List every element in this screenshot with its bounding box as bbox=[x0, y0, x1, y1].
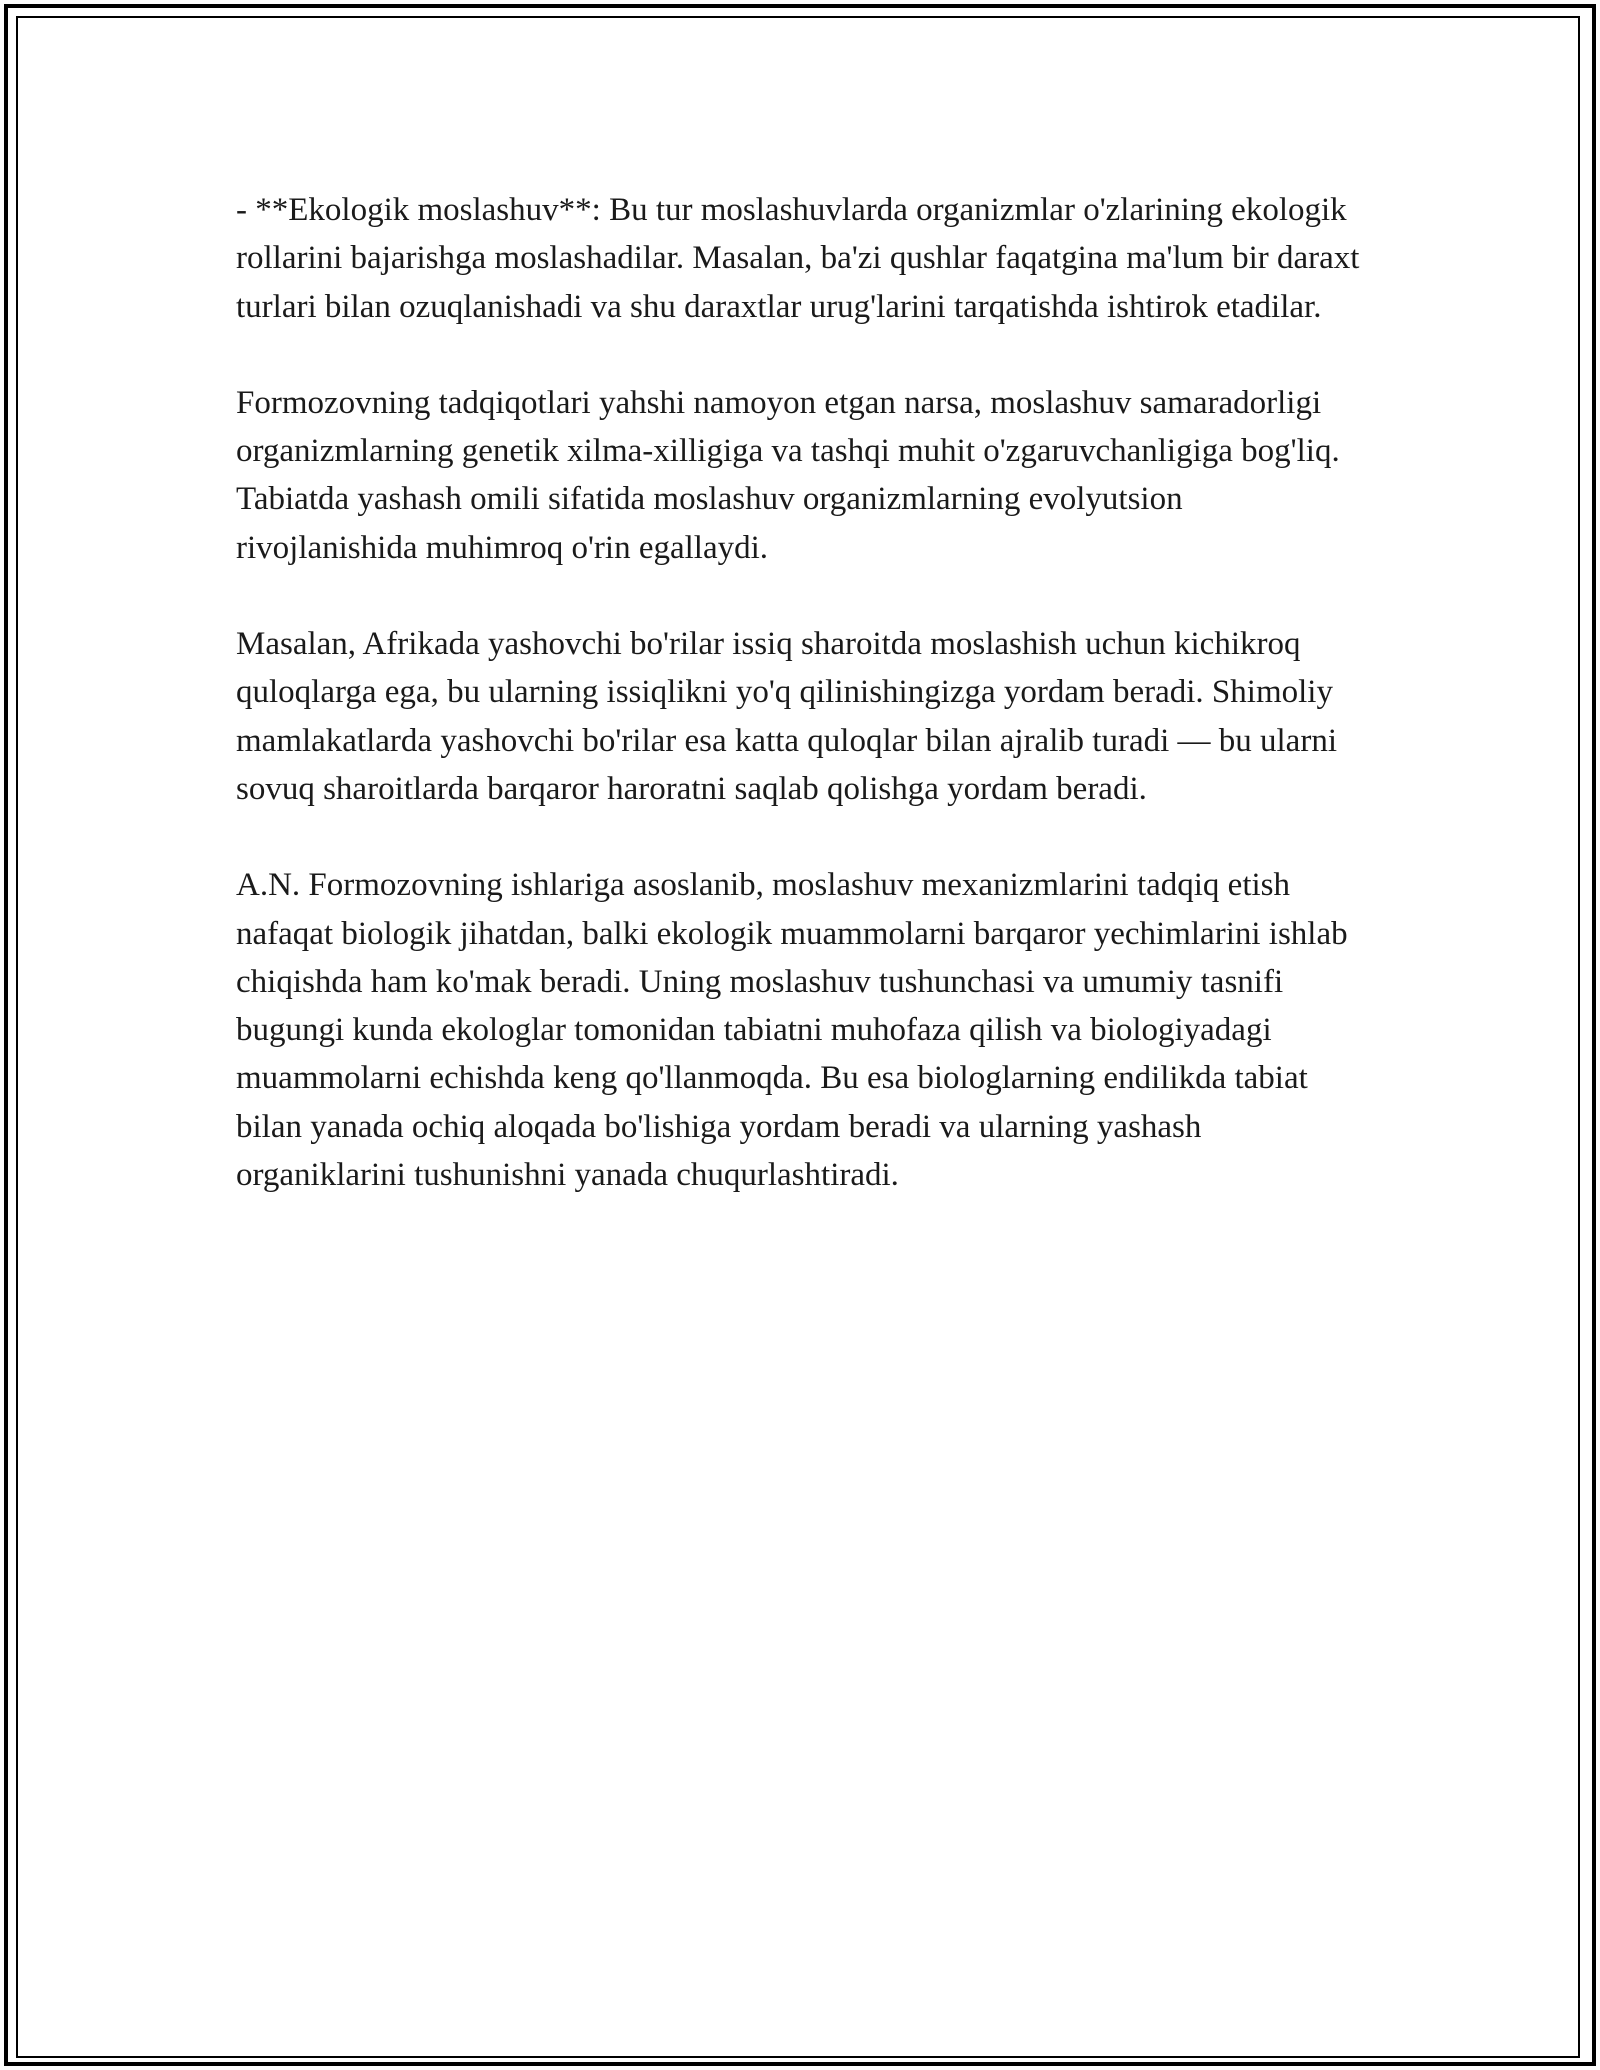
paragraph-wolves-example: Masalan, Afrikada yashovchi bo'rilar issiq sharoitda moslashish uchun kichikroq quloqlarga ega, bu ularning issiqlikni yo'q qilinishingizga yordam beradi. Shimoliy mamlakatlarda yashovchi bo'rilar esa katta quloqlar bilan ajralib turadi — bu ularni sovuq sharoitlarda barqaror haroratni saqlab qolishga yordam beradi. bbox=[236, 626, 1337, 807]
paragraph-conclusion: A.N. Formozovning ishlariga asoslanib, moslashuv mexanizmlarini tadqiq etish nafaqat biologik jihatdan, balki ekologik muammolarni barqaror yechimlarini ishlab chiqishda ham ko'mak beradi. Uning moslashuv tushunchasi va umumiy tasnifi bugungi kunda ekologlar tomonidan tabiatni muhofaza qilish va biologiyadagi muammolarni echishda keng qo'llanmoqda. Bu esa biologlarning endilikda tabiat bilan yanada ochiq aloqada bo'lishiga yordam beradi va ularning yashash organiklarini tushunishni yanada chuqurlashtiradi. bbox=[236, 867, 1348, 1194]
paragraph-ecological-adaptation: - **Ekologik moslashuv**: Bu tur moslashuvlarda organizmlar o'zlarining ekologik rollarini bajarishga moslashadilar. Masalan, ba'zi qushlar faqatgina ma'lum bir daraxt turlari bilan ozuqlanishadi va shu daraxtlar urug'larini tarqatishda ishtirok etadilar. bbox=[236, 192, 1360, 325]
paragraph-formozov-research: Formozovning tadqiqotlari yahshi namoyon etgan narsa, moslashuv samaradorligi organizmlarning genetik xilma-xilligiga va tashqi muhit o'zgaruvchanligiga bog'liq. Tabiatda yashash omili sifatida moslashuv organizmlarning evolyutsion rivojlanishida muhimroq o'rin egallaydi. bbox=[236, 384, 1340, 566]
document-body bbox=[236, 186, 1366, 1199]
